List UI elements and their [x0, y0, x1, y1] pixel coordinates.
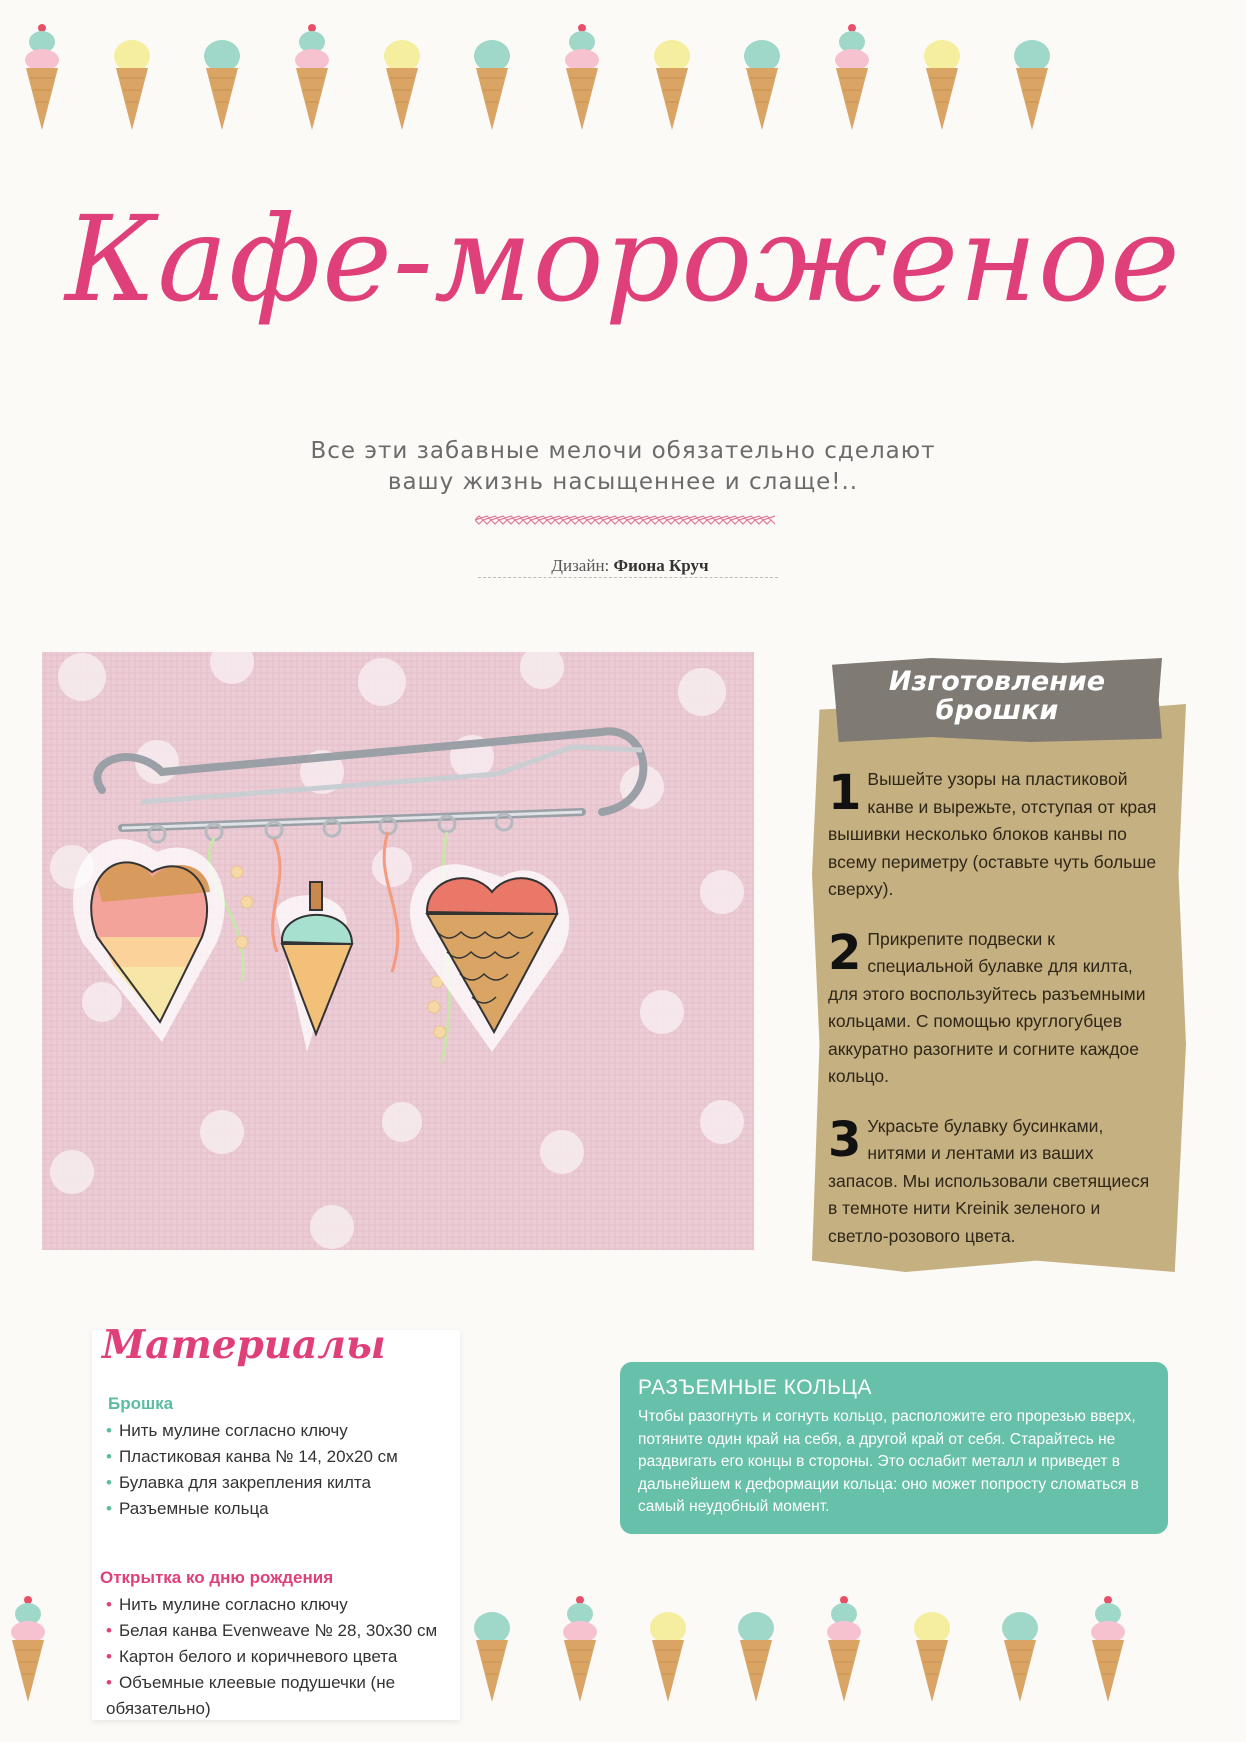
list-item: • Картон белого и коричневого цвета [106, 1644, 460, 1670]
ice-cream-cone-icon [1086, 1590, 1130, 1710]
bottom-left-ice-cream [0, 1590, 60, 1710]
ice-cream-cone-icon [646, 1590, 690, 1710]
divider-zigzag [475, 516, 775, 524]
ice-cream-cone-icon [998, 1590, 1042, 1710]
step-text: Украсьте булавку бусинками, нитями и лентами из ваших запасов. Мы использовали светящиеся в темноте нити Kreinik зеленого и светло-розового цвета. [828, 1115, 1150, 1246]
tip-title: РАЗЪЕМНЫЕ КОЛЬЦА [638, 1376, 872, 1399]
materials-title: Материалы [102, 1322, 386, 1368]
step-text: Вышейте узоры на пластиковой канве и вырежьте, отступая от края вышивки несколько блоков канвы по всему периметру (оставьте чуть больше сверху). [828, 769, 1157, 899]
instructions-heading [832, 667, 1162, 725]
step-number: 1 [828, 765, 862, 821]
list-item: • Белая канва Evenweave № 28, 30x30 см [106, 1618, 460, 1644]
list-item: • Пластиковая канва № 14, 20x20 см [106, 1444, 398, 1470]
top-ice-cream-border [0, 18, 1246, 138]
ice-cream-cone-icon [110, 18, 154, 138]
ice-cream-cone-icon [6, 1590, 50, 1710]
page-title: Кафе-мороженое [65, 190, 1181, 328]
ice-cream-cone-icon [20, 18, 64, 138]
ice-cream-cone-icon [558, 1590, 602, 1710]
list-item: • Булавка для закрепления килта [106, 1470, 398, 1496]
ice-cream-cone-icon [830, 18, 874, 138]
list-item: • Объемные клеевые подушечки (не обязательно) [106, 1670, 460, 1722]
instruction-steps [828, 766, 1158, 1272]
instruction-step [828, 766, 1158, 904]
instructions-heading-line-2: брошки [935, 695, 1059, 726]
ice-cream-cone-icon [380, 18, 424, 138]
brooch-materials-list [106, 1418, 398, 1522]
credit-label: Дизайн: [551, 556, 610, 575]
ice-cream-cone-icon [650, 18, 694, 138]
ice-cream-cone-icon [200, 18, 244, 138]
brooch-heading: Брошка [108, 1394, 174, 1413]
split-rings-tip-box [620, 1362, 1168, 1534]
credit-underline [478, 577, 778, 578]
step-text: Прикрепите подвески к специальной булавке для килта, для этого воспользуйтесь разъемными кольцами. С помощью круглогубцев аккуратно разогните и согните каждое кольцо. [828, 928, 1146, 1086]
subtitle-line-2: вашу жизнь насыщеннее и слаще!.. [387, 469, 859, 495]
instructions-heading-line-1: Изготовление [888, 666, 1106, 697]
designer-name: Фиона Круч [613, 556, 709, 575]
ice-cream-cone-icon [1010, 18, 1054, 138]
instruction-step [828, 926, 1158, 1091]
ice-cream-cone-icon [734, 1590, 778, 1710]
step-number: 2 [828, 924, 862, 981]
ice-cream-cone-icon [740, 18, 784, 138]
ice-cream-cone-icon [920, 18, 964, 138]
brooch-photo [42, 652, 754, 1250]
ice-cream-cone-icon [560, 18, 604, 138]
subtitle-line-1: Все эти забавные мелочи обязательно сделают [310, 438, 936, 464]
card-heading: Открытка ко дню рождения [100, 1568, 334, 1587]
decorative-divider [475, 514, 775, 526]
bottom-ice-cream-border [470, 1590, 1246, 1710]
ice-cream-cone-icon [822, 1590, 866, 1710]
list-item: • Нить мулине согласно ключу [106, 1418, 398, 1444]
card-materials-list [106, 1592, 460, 1722]
tip-text: Чтобы разогнуть и согнуть кольцо, расположите его прорезью вверх, потяните один край на себя, а другой край от себя. Старайтесь не раздвигать его концы в стороны. Это ослабит металл и приведет в дальнейшем к деформации кольца: оно может попросту сломаться в самый неудобный момент. [638, 1408, 1139, 1515]
ice-cream-cone-icon [290, 18, 334, 138]
design-credit [480, 556, 780, 576]
brooch-illustration [42, 652, 754, 1250]
list-item: • Разъемные кольца [106, 1496, 398, 1522]
instruction-step [828, 1113, 1158, 1251]
ice-cream-cone-icon [910, 1590, 954, 1710]
materials-card [92, 1322, 460, 1720]
ice-cream-cone-icon [470, 1590, 514, 1710]
step-number: 3 [828, 1111, 862, 1168]
ice-cream-cone-icon [470, 18, 514, 138]
page-subtitle [200, 436, 1046, 498]
list-item: • Нить мулине согласно ключу [106, 1592, 460, 1618]
